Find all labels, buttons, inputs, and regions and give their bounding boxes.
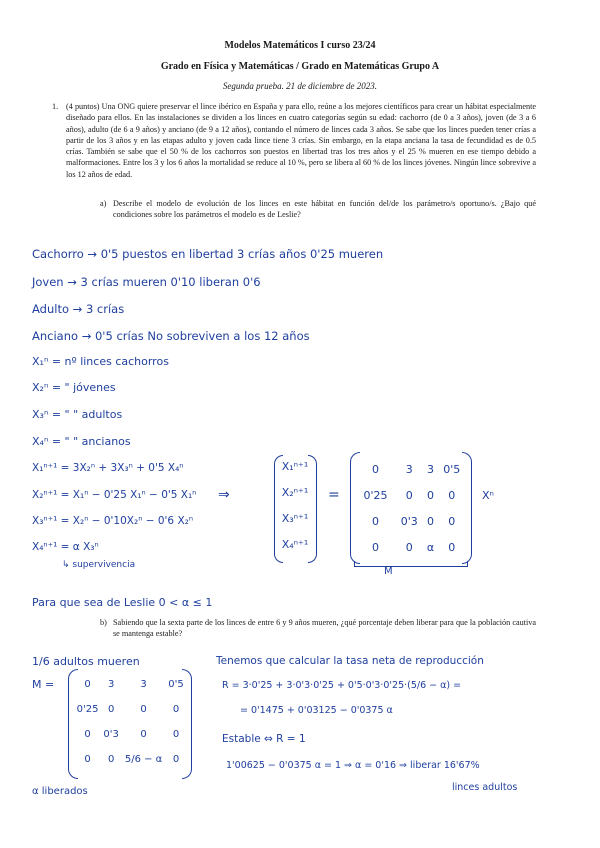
problem-statement: (4 puntos) Una ONG quiere preservar el lince ibérico en España y para ello, reúne a los mejores científicos para crear un hábitat especialmente diseñado para ellos. En las instalaciones se dividen a los linces en cuatro categorías según su edad: cachorro (de 0 a 3 años), joven (de 3 a 6 años), adulto (de 6 a 9 años) y anciano (de 9 a 12 años), contando el número de linces cada 3 años. Se sabe que los linces pueden tener crías a partir de los 3 años y en las etapas adulto y joven cada lince tiene 3 crías. Sin embargo, en la etapa anciana la tasa de fecundidad es de 0.5 crías. También se sabe que el 50 % de los cachorros son puestos en libertad tras los tres años y el 25 % mueren en ese tiempo debido a malformaciones. Entre los 3 y los 6 años la mortalidad se reduce al 10 %, pero se libera al 60 % de los linces jóvenes. Ningún lince sobrevive a los 12 años de edad. xyxy=(66,102,536,179)
exam-date: Segunda prueba. 21 de diciembre de 2023. xyxy=(222,81,378,91)
matrix-cell: 0 xyxy=(427,514,434,528)
matrix-cell: 0 xyxy=(448,514,456,528)
hw-adulto: Adulto → 3 crías xyxy=(32,302,125,316)
matrix-cell: 0'3 xyxy=(103,729,119,740)
hw-eq-3: X₃ⁿ⁺¹ = X₂ⁿ − 0'10X₂ⁿ − 0'6 X₂ⁿ xyxy=(32,515,194,527)
hw-r-equation: R = 3·0'25 + 3·0'3·0'25 + 0'5·0'3·0'25·(5/6 − α) = xyxy=(222,680,462,691)
matrix-cell: 3 xyxy=(405,462,413,476)
matrix-cell: 0 xyxy=(448,540,456,554)
degree-line: Grado en Física y Matemáticas / Grado en Matemáticas Grupo A xyxy=(160,61,440,72)
hw-survival-note: ↳ supervivencia xyxy=(62,560,136,570)
hw-m-label: M = xyxy=(32,678,55,691)
hw-r-equation-2: = 0'1475 + 0'03125 − 0'0375 α xyxy=(240,705,393,716)
matrix-label: M xyxy=(384,566,393,577)
leslie-matrix xyxy=(356,456,466,560)
matrix-cell: 0 xyxy=(372,462,380,476)
hw-def-2: X₂ⁿ = " jóvenes xyxy=(32,381,116,394)
matrix-cell: 0 xyxy=(172,729,180,740)
matrix-cell: 3 xyxy=(107,679,115,690)
leslie-matrix-b xyxy=(74,672,186,772)
matrix-cell: 0'5 xyxy=(443,462,461,476)
course-title: Modelos Matemáticos I curso 23/24 xyxy=(224,40,376,51)
vector-entry: X₁ⁿ⁺¹ xyxy=(281,460,309,473)
vector-entry: X₄ⁿ⁺¹ xyxy=(281,538,309,551)
hw-implies-arrow: ⇒ xyxy=(218,487,230,503)
hw-eq-2: X₂ⁿ⁺¹ = X₁ⁿ − 0'25 X₁ⁿ − 0'5 X₁ⁿ xyxy=(32,489,197,501)
vector-entry: X₂ⁿ⁺¹ xyxy=(281,486,309,499)
hw-answer-note: linces adultos xyxy=(452,782,518,793)
matrix-cell: 0'5 xyxy=(168,679,184,690)
matrix-cell: 0 xyxy=(372,514,380,528)
hw-cachorro: Cachorro → 0'5 puestos en libertad 3 crías años 0'25 mueren xyxy=(32,247,384,261)
part-a-label: a) xyxy=(100,199,107,208)
part-b-text: Sabiendo que la sexta parte de los linces de entre 6 y 9 años mueren, ¿qué porcentaje deben liberar para que la población cautiva se mantenga estable? xyxy=(113,618,536,639)
hw-joven: Joven → 3 crías mueren 0'10 liberan 0'6 xyxy=(32,275,261,289)
matrix-cell: 0 xyxy=(140,729,147,740)
part-a-text: Describe el modelo de evolución de los linces en este hábitat en función del/de los parámetro/s oportuno/s. ¿Bajo qué condiciones sobre los parámetros el modelo es de Leslie? xyxy=(113,199,536,220)
matrix-cell: 3 xyxy=(427,462,434,476)
hw-def-1: X₁ⁿ = nº linces cachorros xyxy=(32,355,169,368)
matrix-cell: 0'3 xyxy=(400,514,418,528)
matrix-cell: 0 xyxy=(84,729,91,740)
matrix-cell: 0 xyxy=(107,704,115,715)
vector-entry: X₃ⁿ⁺¹ xyxy=(281,512,309,525)
matrix-cell: 0 xyxy=(84,754,91,765)
matrix-cell: 0 xyxy=(405,540,413,554)
hw-alpha-released: α liberados xyxy=(32,786,88,797)
hw-equals: = xyxy=(328,487,340,503)
matrix-cell: 0 xyxy=(372,540,380,554)
hw-calc-title: Tenemos que calcular la tasa neta de reproducción xyxy=(216,655,484,667)
hw-eq-4: X₄ⁿ⁺¹ = α X₃ⁿ xyxy=(32,541,99,553)
hw-leslie-condition: Para que sea de Leslie 0 < α ≤ 1 xyxy=(32,596,213,609)
matrix-cell: 3 xyxy=(140,679,147,690)
hw-stable: Estable ⇔ R = 1 xyxy=(222,733,306,745)
part-b-label: b) xyxy=(100,618,107,627)
hw-rhs-xn: Xⁿ xyxy=(482,489,494,502)
matrix-cell: 0 xyxy=(448,488,456,502)
hw-anciano: Anciano → 0'5 crías No sobreviven a los 12 años xyxy=(32,329,310,343)
matrix-cell: 0 xyxy=(84,679,91,690)
matrix-cell: 0 xyxy=(427,488,434,502)
problem-number: 1. xyxy=(52,102,59,111)
matrix-cell: 0 xyxy=(140,704,147,715)
matrix-cell: 0'25 xyxy=(76,704,99,715)
matrix-cell: 0 xyxy=(172,704,180,715)
matrix-cell: 0 xyxy=(405,488,413,502)
hw-eq-1: X₁ⁿ⁺¹ = 3X₂ⁿ + 3X₃ⁿ + 0'5 X₄ⁿ xyxy=(32,462,184,474)
hw-sixth-adults: 1/6 adultos mueren xyxy=(32,655,140,668)
hw-def-3: X₃ⁿ = " " adultos xyxy=(32,408,123,421)
matrix-cell: 0 xyxy=(172,754,180,765)
matrix-cell: α xyxy=(426,540,435,554)
hw-solve: 1'00625 − 0'0375 α = 1 ⇒ α = 0'16 ⇒ liberar 16'67% xyxy=(226,760,480,771)
matrix-cell: 0 xyxy=(107,754,115,765)
hw-def-4: X₄ⁿ = " " ancianos xyxy=(32,435,131,448)
matrix-underbrace xyxy=(354,561,468,567)
hw-x-vector xyxy=(279,460,311,564)
matrix-cell: 0'25 xyxy=(363,488,388,502)
matrix-cell: 5/6 − α xyxy=(124,754,163,765)
